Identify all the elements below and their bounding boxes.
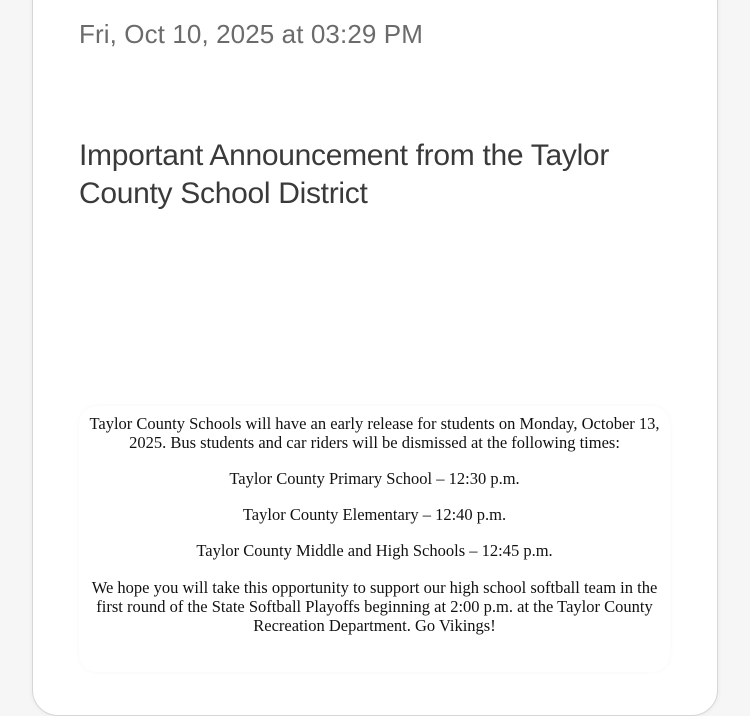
message-date: Fri, Oct 10, 2025 at 03:29 PM	[79, 19, 423, 49]
message-body	[79, 406, 670, 672]
dismissal-time-middle-high: Taylor County Middle and High Schools – 12:45 p.m.	[196, 541, 553, 560]
announcement-intro: Taylor County Schools will have an early release for students on Monday, October 13, 2025. Bus students and car riders will be dismissed at the following times:	[89, 414, 660, 452]
message-title: Important Announcement from the Taylor County School District	[79, 139, 610, 210]
dismissal-time-elementary: Taylor County Elementary – 12:40 p.m.	[242, 505, 507, 524]
announcement-closing: We hope you will take this opportunity to support our high school softball team in the first round of the State Softball Playoffs beginning at 2:00 p.m. at the Taylor County Recreation Department. Go Vikings!	[91, 578, 658, 635]
dismissal-time-primary: Taylor County Primary School – 12:30 p.m.	[229, 469, 520, 488]
